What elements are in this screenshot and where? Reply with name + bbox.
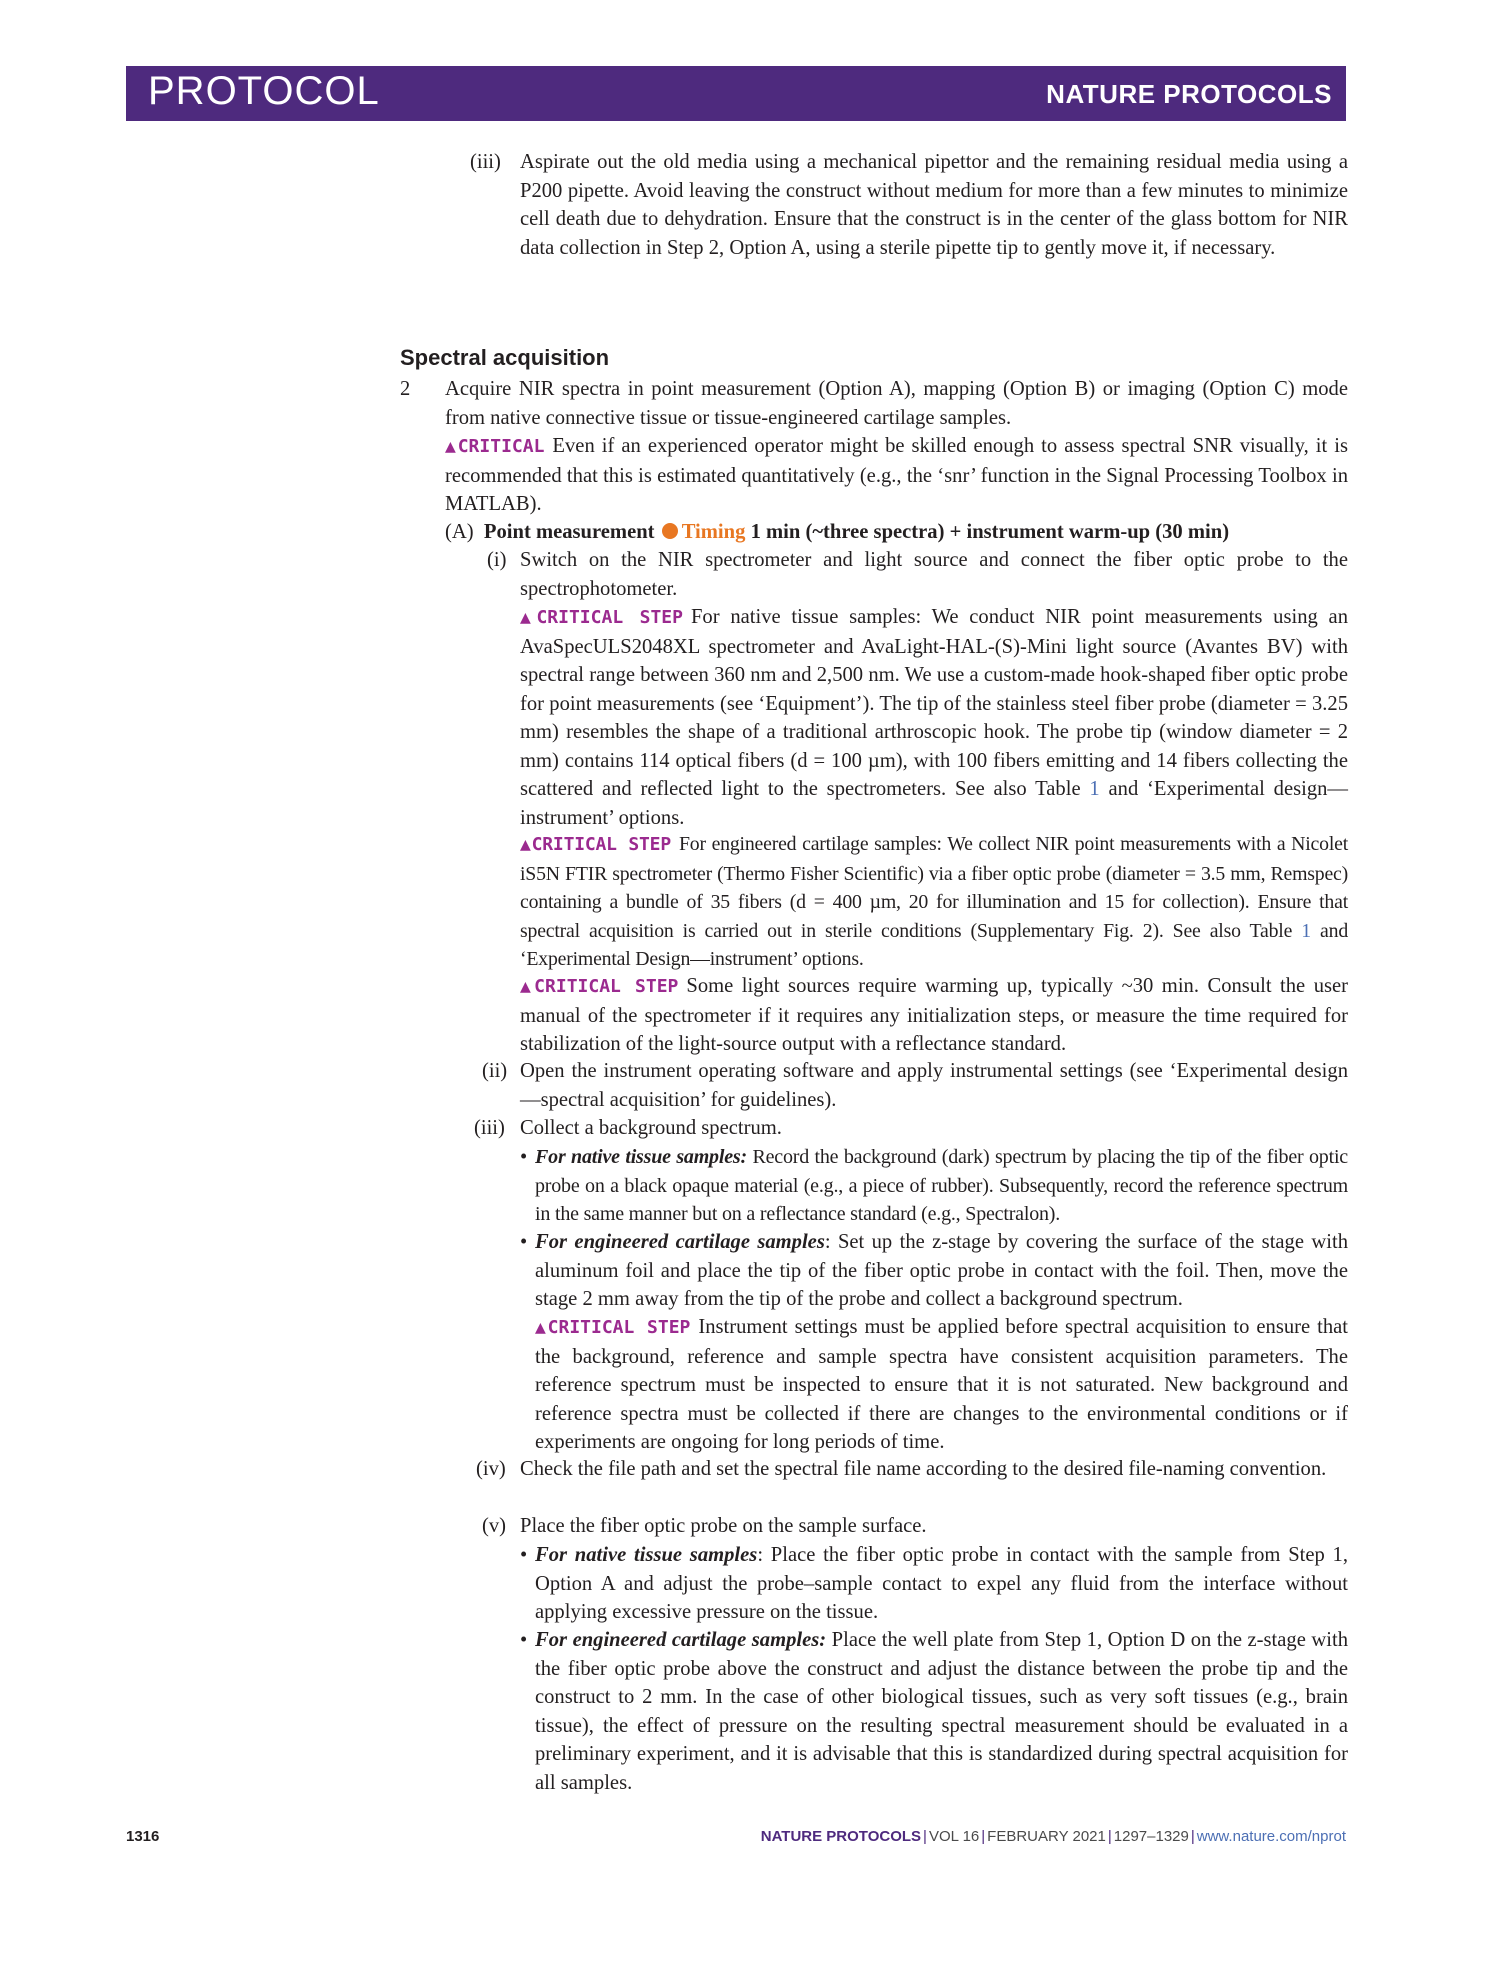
bullet-1-text: Record the background (dark) spectrum by placing the tip of the fiber optic probe on a black opaque material (e.g., a piece of rubber). Subsequently, record the reference spectrum in the same manner but on a reflectance standard (e.g., Spectralon). xyxy=(535,1146,1348,1225)
footer-pages: 1297–1329 xyxy=(1113,1828,1189,1845)
bullet-icon: • xyxy=(520,1146,528,1168)
stepA-ii-label: (ii) xyxy=(482,1060,508,1082)
stepA-v-text: Place the fiber optic probe on the sample surface. xyxy=(520,1515,927,1537)
stepA-iii-bullet-1 xyxy=(535,1143,1348,1229)
step2-text: Acquire NIR spectra in point measurement (Option A), mapping (Option B) or imaging (Option C) mode from native connective tissue or tissue-engineered cartilage samples. xyxy=(445,378,1348,429)
table-link[interactable]: 1 xyxy=(1089,778,1100,800)
page-header xyxy=(126,66,1346,121)
bullet-1-label: For native tissue samples xyxy=(535,1544,758,1566)
footer-citation: NATURE PROTOCOLS | VOL 16 | FEBRUARY 2021 | 1297–1329 | www.nature.com/nprot xyxy=(760,1828,1346,1845)
critical-3-text: Some light sources require warming up, typically ~30 min. Consult the user manual of the spectrometer if it requires any initialization steps, or measure the time required for stabilization of the light-source output with a reflectance standard. xyxy=(520,975,1348,1055)
timing-label: Timing xyxy=(681,521,746,543)
step2-critical-note xyxy=(445,432,1348,519)
stepA-i-critical-3 xyxy=(520,972,1348,1059)
table-link[interactable]: 1 xyxy=(1301,919,1311,942)
bullet-2-label: For engineered cartilage samples: xyxy=(535,1629,827,1651)
option-a-label: (A) xyxy=(445,521,474,543)
stepA-iii-critical xyxy=(535,1313,1348,1457)
step1-iii-text: Aspirate out the old media using a mechanical pipettor and the remaining residual media using a P200 pipette. Avoid leaving the construct without medium for more than a few minutes to minimize cell death due to dehydration. Ensure that the construct is in the center of the glass bottom for NIR data collection in Step 2, Option A, using a sterile pipette tip to gently move it, if necessary. xyxy=(520,151,1348,259)
footer-volume: VOL 16 xyxy=(928,1828,980,1845)
bullet-icon: • xyxy=(520,1629,528,1651)
stepA-iii-text: Collect a background spectrum. xyxy=(520,1117,782,1139)
stepA-iv-label: (iv) xyxy=(476,1458,506,1480)
stepA-v-bullet-2 xyxy=(535,1626,1348,1797)
option-a-heading xyxy=(445,518,1348,547)
page-number: 1316 xyxy=(126,1828,160,1845)
step1-iii-label: (iii) xyxy=(470,151,501,173)
step2-number: 2 xyxy=(400,378,411,400)
critical-step-label: ▲CRITICAL STEP xyxy=(520,976,679,997)
critical-step-label: ▲CRITICAL STEP xyxy=(535,1317,691,1338)
bullet-icon: • xyxy=(520,1544,528,1566)
section-title: Spectral acquisition xyxy=(400,345,610,370)
critical-step-label: ▲CRITICAL STEP xyxy=(520,607,683,628)
bullet-2-text: : Set up the z-stage by covering the surface of the stage with aluminum foil and place the tip of the fiber optic probe in contact with the foil. Then, move the stage 2 mm away from the tip of the probe and collect a background spectrum. xyxy=(535,1231,1348,1310)
bullet-1-text: : Place the fiber optic probe in contact with the sample from Step 1, Option A and adjust the probe–sample contact to expel any fluid from the interface without applying excessive pressure on the tissue. xyxy=(535,1544,1348,1623)
header-journal-label: NATURE PROTOCOLS xyxy=(1046,79,1332,109)
stepA-iv-text: Check the file path and set the spectral file name according to the desired file-naming convention. xyxy=(520,1458,1327,1480)
bullet-1-label: For native tissue samples: xyxy=(535,1146,747,1168)
critical-step-label: ▲CRITICAL STEP xyxy=(520,834,671,855)
footer-month: FEBRUARY 2021 xyxy=(987,1828,1106,1845)
option-a-title: Point measurement xyxy=(483,521,655,543)
critical-1-text: For native tissue samples: We conduct NIR point measurements using an AvaSpecULS2048XL spectrometer and AvaLight-HAL-(S)-Mini light source (Avantes BV) with spectral range between 360 nm and 2,500 nm. We use a custom-made hook-shaped fiber optic probe for point measurements (see ‘Equipment’). The tip of the stainless steel fiber probe (diameter = 3.25 mm) resembles the shape of a traditional arthroscopic hook. The probe tip (window diameter = 2 mm) contains 114 optical fibers (d = 100 µm), with 100 fibers emitting and 14 fibers collecting the scattered and reflected light to the spectrometers. See also Table xyxy=(520,606,1348,800)
stepA-i-critical-1 xyxy=(520,603,1348,832)
footer-url-link[interactable]: www.nature.com/nprot xyxy=(1196,1828,1346,1845)
timing-dot-icon xyxy=(662,523,678,539)
stepA-i-text: Switch on the NIR spectrometer and light source and connect the fiber optic probe to the spectrophotometer. xyxy=(520,549,1348,600)
stepA-iii-label: (iii) xyxy=(474,1117,505,1139)
header-protocol-label: PROTOCOL xyxy=(148,69,380,113)
bullet-icon: • xyxy=(520,1231,528,1253)
stepA-iii-bullet-2 xyxy=(535,1228,1348,1314)
stepA-i-label: (i) xyxy=(487,549,507,571)
critical-1-post: and ‘Experimental design—instrument’ options. xyxy=(520,778,1349,829)
critical-text: Instrument settings must be applied before spectral acquisition to ensure that the background, reference and sample spectra have consistent acquisition parameters. The reference spectrum must be inspected to ensure that it is not saturated. New background and reference spectra must be collected if there are changes to the environmental conditions or if experiments are ongoing for long periods of time. xyxy=(535,1316,1348,1453)
stepA-v-bullet-1 xyxy=(535,1541,1348,1627)
critical-2-text: For engineered cartilage samples: We collect NIR point measurements with a Nicolet iS5N FTIR spectrometer (Thermo Fisher Scientific) via a fiber optic probe (diameter = 3.5 mm, Remspec) containing a bundle of 35 fibers (d = 400 µm, 20 for illumination and 15 for collection). Ensure that spectral acquisition is carried out in sterile conditions (Supplementary Fig. 2). See also Table xyxy=(520,833,1348,942)
bullet-2-label: For engineered cartilage samples xyxy=(535,1231,825,1253)
footer-journal: NATURE PROTOCOLS xyxy=(760,1828,922,1845)
stepA-v-label: (v) xyxy=(482,1515,507,1537)
stepA-i-critical-2 xyxy=(520,830,1348,974)
critical-label: ▲CRITICAL xyxy=(445,436,545,457)
critical-text: Even if an experienced operator might be skilled enough to assess spectral SNR visually, it is recommended that this is estimated quantitatively (e.g., the ‘snr’ function in the Signal Processing Toolbox in MATLAB). xyxy=(445,435,1348,515)
timing-text: 1 min (~three spectra) + instrument warm-up (30 min) xyxy=(750,521,1230,543)
critical-2-post: and ‘Experimental Design—instrument’ options. xyxy=(520,919,1349,970)
bullet-2-text: Place the well plate from Step 1, Option D on the z-stage with the fiber optic probe above the construct and adjust the distance between the probe tip and the construct to 2 mm. In the case of other biological tissues, such as very soft tissues (e.g., brain tissue), the effect of pressure on the resulting spectral measurement should be evaluated in a preliminary experiment, and it is advisable that this is standardized during spectral acquisition for all samples. xyxy=(535,1629,1348,1794)
stepA-ii-text: Open the instrument operating software and apply instrumental settings (see ‘Experimental design—spectral acquisition’ for guidelines). xyxy=(520,1060,1348,1111)
